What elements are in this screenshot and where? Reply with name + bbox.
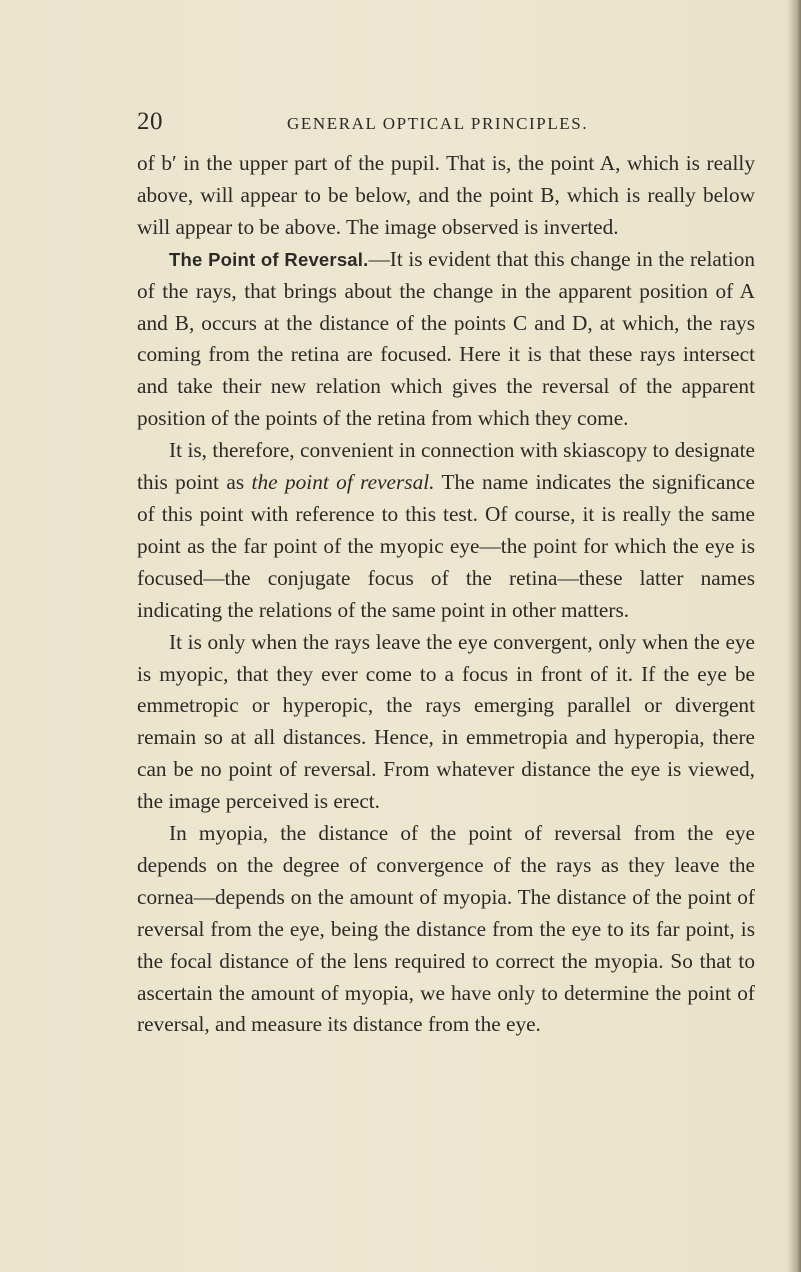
body-text <box>137 148 755 1041</box>
paragraph-3-text-before: It is, therefore, convenient in connection with skiascopy to designate this point as <box>137 438 755 495</box>
paragraph-3-text-after: The name indicates the significance of this point with reference to this test. Of course, it is really the same point as the far point of the myopic eye—the point for which the eye is focused—the conjugate focus of the retina—these latter names indicating the relations of the same point in other matters. <box>137 470 756 622</box>
paragraph-1 <box>137 148 755 244</box>
running-head <box>137 108 737 142</box>
paragraph-5 <box>137 818 755 1041</box>
paragraph-2 <box>137 244 755 435</box>
paragraph-2-text: —It is evident that this change in the relation of the rays, that brings about the change in the apparent position of A and B, occurs at the distance of the points C and D, at which, the rays coming from the retina are focused. Here it is that these rays intersect and take their new relation which gives the reversal of the apparent position of the points of the retina from which they come. <box>137 246 755 431</box>
paragraph-4 <box>137 627 755 818</box>
paragraph-3-italic-term: the point of reversal. <box>251 470 435 495</box>
paragraph-5-text: In myopia, the distance of the point of reversal from the eye depends on the degree of convergence of the rays as they leave the cornea—depends on the amount of myopia. The distance of the point of reversal from the eye, being the distance from the eye to its far point, is the focal distance of the lens required to correct the myopia. So that to ascertain the amount of myopia, we have only to determine the point of reversal, and measure its distance from the eye. <box>137 821 755 1037</box>
section-heading-point-of-reversal: The Point of Reversal. <box>169 248 369 270</box>
running-head-title: GENERAL OPTICAL PRINCIPLES. <box>287 114 589 133</box>
page-number: 20 <box>137 108 163 135</box>
paragraph-3 <box>137 435 755 626</box>
page-edge-shadow <box>787 0 801 1272</box>
paragraph-4-text: It is only when the rays leave the eye convergent, only when the eye is myopic, that they ever come to a focus in front of it. If the eye be emmetropic or hyperopic, the rays emerging parallel or divergent remain so at all distances. Hence, in emmetropia and hyperopia, there can be no point of reversal. From whatever distance the eye is viewed, the image perceived is erect. <box>137 629 755 814</box>
paragraph-1-text: of b′ in the upper part of the pupil. That is, the point A, which is really above, will appear to be below, and the point B, which is really below will appear to be above. The image observed is inverted. <box>137 151 755 239</box>
